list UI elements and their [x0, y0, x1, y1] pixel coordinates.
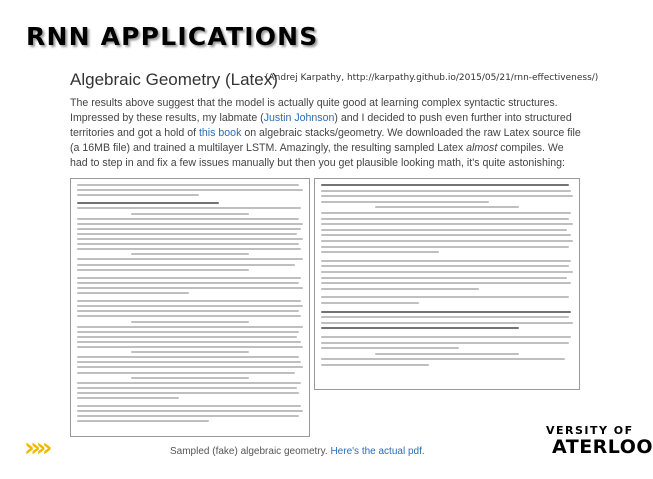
latex-text-line: [321, 327, 519, 329]
citation: (Andrej Karpathy, http://karpathy.github.io/2015/05/21/rnn-effectiveness/): [265, 73, 599, 83]
latex-text-line: [321, 212, 571, 214]
latex-text-line: [77, 382, 301, 384]
latex-text-line: [77, 292, 189, 294]
caption-text: Sampled (fake) algebraic geometry.: [170, 446, 328, 457]
latex-text-line: [77, 248, 301, 250]
latex-text-line: [131, 213, 249, 215]
latex-text-line: [321, 311, 571, 313]
labmate-link[interactable]: Justin Johnson: [263, 112, 335, 124]
latex-text-line: [321, 234, 571, 236]
latex-text-line: [321, 342, 569, 344]
latex-text-line: [77, 387, 297, 389]
latex-text-line: [77, 194, 199, 196]
latex-text-line: [321, 282, 571, 284]
latex-text-line: [77, 331, 299, 333]
latex-text-line: [131, 321, 249, 323]
latex-text-line: [321, 336, 571, 338]
latex-text-line: [131, 351, 249, 353]
latex-text-line: [77, 277, 301, 279]
latex-text-line: [77, 300, 301, 302]
latex-text-line: [321, 229, 567, 231]
latex-text-line: [321, 302, 419, 304]
latex-text-line: [77, 202, 219, 204]
latex-text-line: [321, 240, 573, 242]
sampled-latex-page-left: [70, 178, 310, 437]
intro-paragraph: [70, 96, 584, 171]
latex-text-line: [77, 356, 299, 358]
latex-text-line: [77, 310, 299, 312]
latex-text-line: [321, 364, 429, 366]
paragraph-emphasis: almost: [466, 142, 498, 154]
latex-text-line: [321, 201, 489, 203]
latex-text-line: [321, 190, 571, 192]
latex-text-line: [77, 282, 299, 284]
latex-text-line: [77, 207, 301, 209]
latex-text-line: [321, 260, 571, 262]
latex-text-line: [321, 184, 569, 186]
latex-text-line: [77, 233, 297, 235]
latex-text-line: [321, 358, 565, 360]
latex-text-line: [321, 246, 569, 248]
sampled-latex-page-right: [314, 178, 580, 390]
latex-text-line: [77, 326, 303, 328]
paragraph-text-4: compiles. We had to step in and fix a few issues manually but then you get plausible looking math, it's quite astonishing:: [70, 142, 565, 169]
latex-text-line: [77, 372, 295, 374]
paragraph-text-1: The results above suggest that the model is actually quite good at learning complex syntactic structures. Impressed by these results, my labmate (: [70, 97, 558, 124]
latex-text-line: [77, 366, 303, 368]
latex-text-line: [77, 228, 301, 230]
latex-text-line: [77, 189, 303, 191]
slide-title: RNN APPLICATIONS: [26, 22, 319, 51]
actual-pdf-link[interactable]: Here's the actual pdf.: [330, 446, 425, 457]
paragraph-text-3: on algebraic stacks/geometry. We downloaded the raw Latex source file (a 16MB file) and trained a multilayer LSTM. Amazingly, the resulting sampled Latex: [70, 127, 581, 154]
university-logo-line2: ATERLOO: [552, 436, 653, 458]
latex-text-line: [321, 223, 573, 225]
latex-text-line: [77, 315, 301, 317]
latex-text-line: [77, 341, 301, 343]
latex-text-line: [77, 392, 299, 394]
latex-text-line: [77, 258, 303, 260]
latex-text-line: [77, 420, 209, 422]
latex-text-line: [77, 269, 249, 271]
latex-text-line: [375, 353, 519, 355]
latex-text-line: [77, 361, 301, 363]
university-logo-line1: VERSITY OF: [546, 424, 634, 437]
latex-text-line: [77, 305, 303, 307]
latex-text-line: [77, 410, 303, 412]
latex-text-line: [321, 322, 573, 324]
latex-text-line: [77, 287, 303, 289]
paragraph-text-2: ) and I decided to push even further into structured territories and got a hold of: [70, 112, 572, 139]
section-heading: Algebraic Geometry (Latex): [70, 70, 278, 89]
latex-text-line: [77, 405, 301, 407]
latex-text-line: [77, 397, 179, 399]
latex-text-line: [77, 184, 299, 186]
latex-text-line: [131, 377, 249, 379]
book-link[interactable]: this book: [198, 127, 242, 139]
latex-text-line: [77, 243, 299, 245]
latex-text-line: [321, 265, 569, 267]
chevrons-icon: »»: [24, 433, 48, 463]
latex-text-line: [321, 347, 459, 349]
latex-text-line: [77, 415, 299, 417]
latex-text-line: [321, 195, 573, 197]
latex-text-line: [77, 238, 303, 240]
latex-text-line: [321, 251, 439, 253]
latex-text-line: [77, 336, 297, 338]
latex-text-line: [321, 296, 569, 298]
latex-text-line: [321, 316, 569, 318]
figure-caption: [170, 446, 425, 457]
latex-text-line: [77, 346, 303, 348]
latex-text-line: [77, 218, 299, 220]
latex-text-line: [321, 271, 573, 273]
latex-text-line: [321, 288, 479, 290]
latex-text-line: [321, 277, 567, 279]
latex-text-line: [321, 218, 569, 220]
latex-text-line: [77, 223, 303, 225]
latex-text-line: [77, 264, 295, 266]
latex-text-line: [131, 253, 249, 255]
latex-text-line: [375, 206, 519, 208]
